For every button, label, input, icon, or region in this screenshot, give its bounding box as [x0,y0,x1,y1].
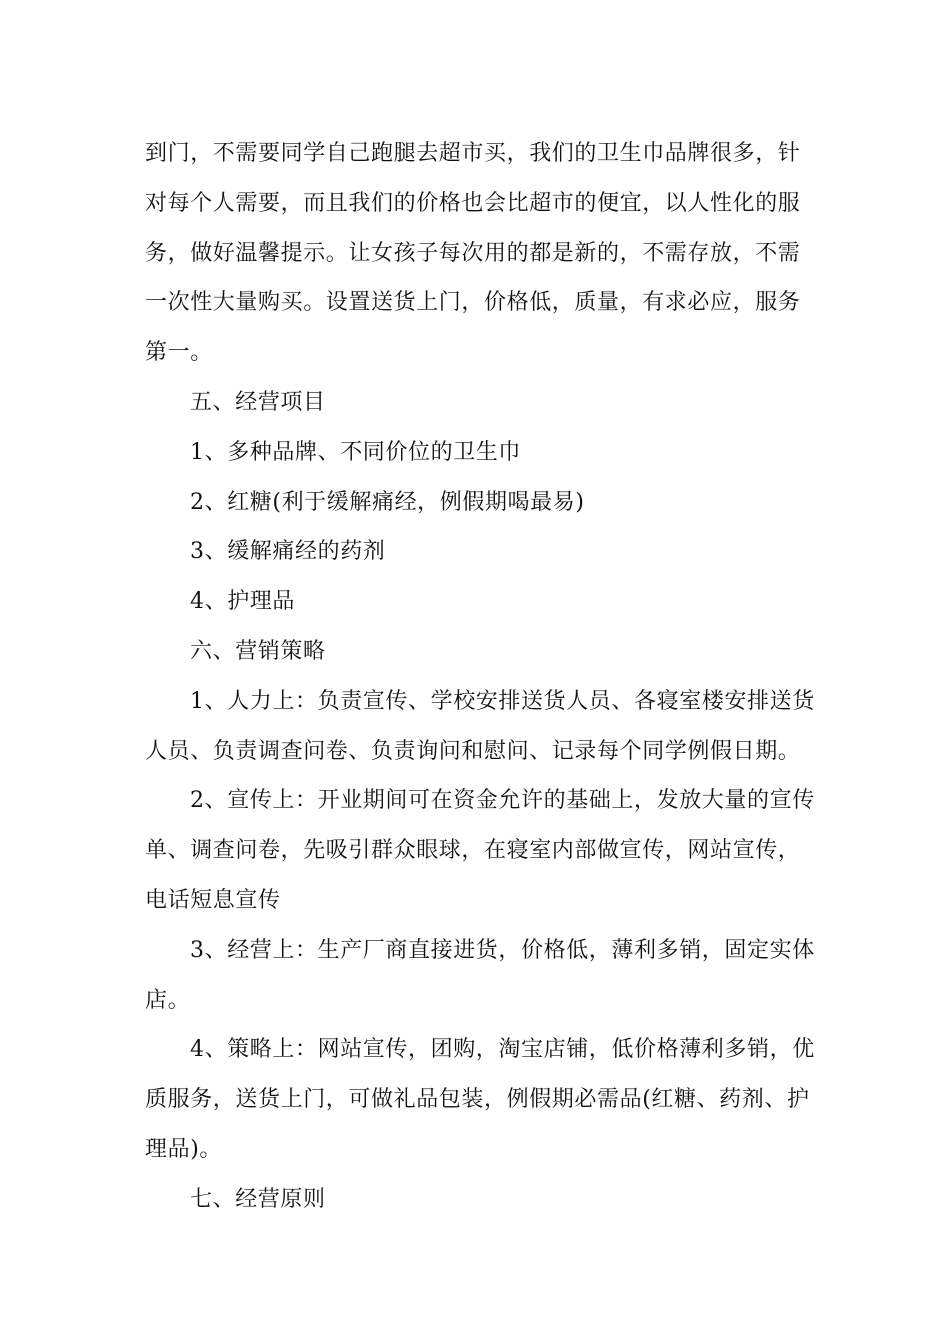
list-item: 3、经营上：生产厂商直接进货，价格低，薄利多销，固定实体 [190,937,815,963]
text-line: 理品)。 [145,1136,222,1162]
text-line: 第一。 [145,340,213,366]
list-item: 1、人力上：负责宣传、学校安排送货人员、各寝室楼安排送货 [190,688,815,714]
list-item: 2、宣传上：开业期间可在资金允许的基础上，发放大量的宣传 [190,788,815,814]
section-heading-6: 六、营销策略 [190,638,326,664]
list-item: 1、多种品牌、不同价位的卫生巾 [190,439,521,465]
section-heading-5: 五、经营项目 [190,389,326,415]
text-line: 人员、负责调查问卷、负责询问和慰问、记录每个同学例假日期。 [145,738,801,764]
text-line: 务，做好温馨提示。让女孩子每次用的都是新的，不需存放，不需 [145,240,801,266]
text-line: 单、调查问卷，先吸引群众眼球，在寝室内部做宣传，网站宣传， [145,838,801,864]
list-item: 4、策略上：网站宣传，团购，淘宝店铺，低价格薄利多销，优 [190,1037,815,1063]
text-line: 质服务，送货上门，可做礼品包装，例假期必需品(红糖、药剂、护 [145,1087,810,1113]
text-line: 对每个人需要，而且我们的价格也会比超市的便宜，以人性化的服 [145,190,801,216]
document-body [145,129,815,1225]
list-item: 3、缓解痛经的药剂 [190,539,386,565]
text-line: 一次性大量购买。设置送货上门，价格低，质量，有求必应，服务 [145,290,801,316]
text-line: 到门，不需要同学自己跑腿去超市买，我们的卫生巾品牌很多，针 [145,141,801,166]
text-line: 电话短息宣传 [145,887,281,913]
list-item: 2、红糖(利于缓解痛经，例假期喝最易) [190,489,585,515]
text-line: 店。 [145,987,191,1013]
list-item: 4、护理品 [190,589,295,615]
section-heading-7: 七、经营原则 [190,1186,326,1212]
